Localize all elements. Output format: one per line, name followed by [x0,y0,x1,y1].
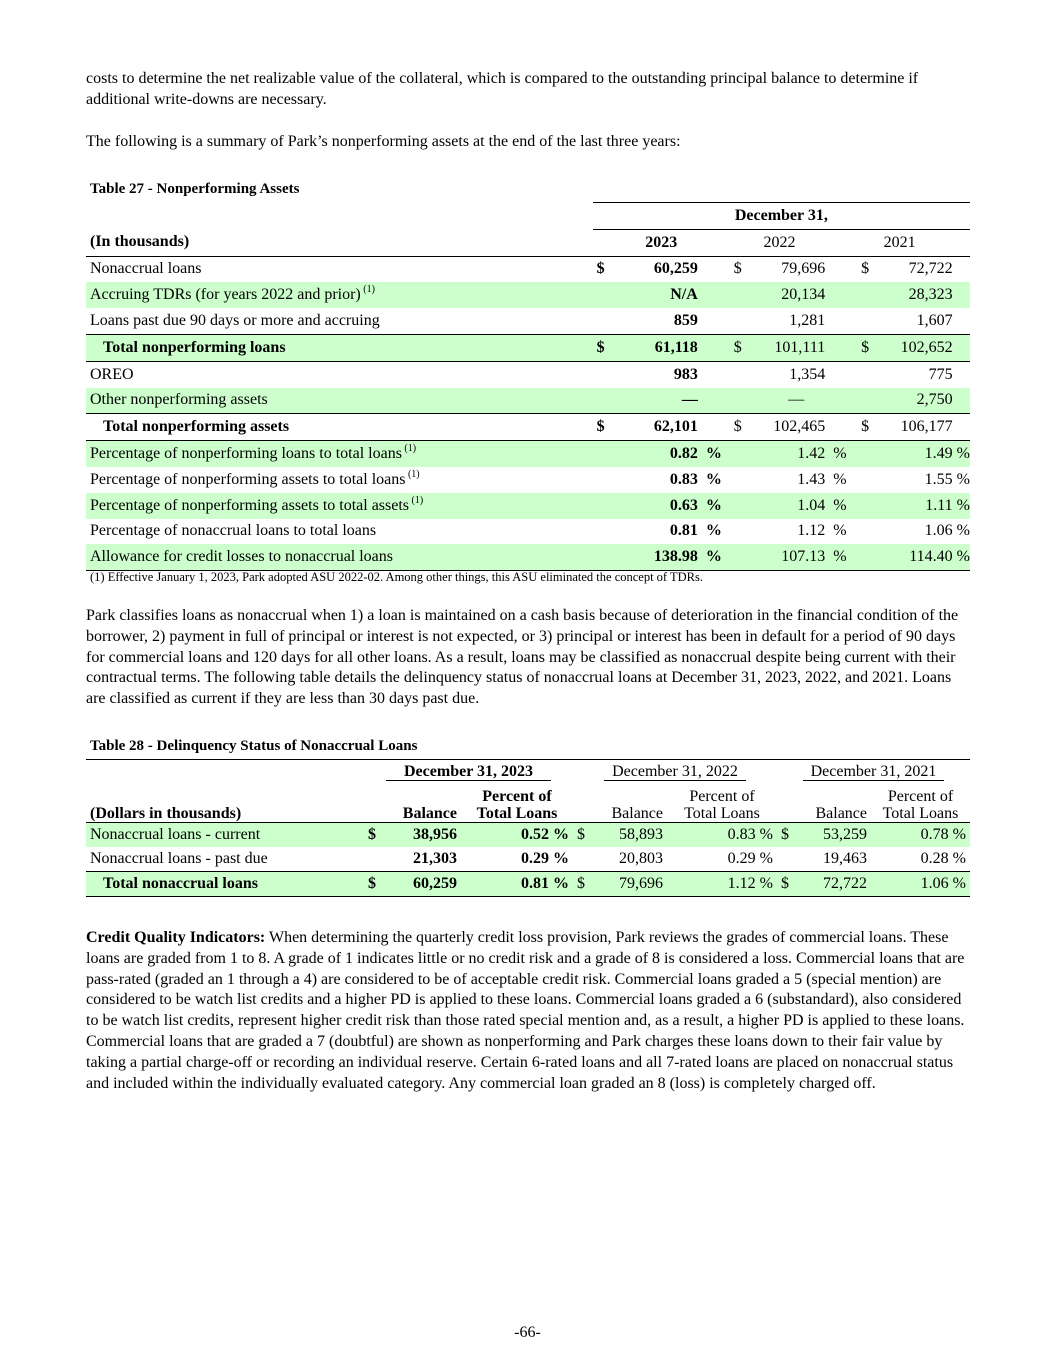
cell-2022: 1.42 [730,441,830,467]
pct-sign: % [956,522,970,540]
table-row [86,823,970,848]
percent-cell: 0.28 % [920,850,966,867]
period-header: December 31, [593,203,970,230]
table-row [86,847,970,872]
credit-quality-lead: Credit Quality Indicators: [86,929,266,946]
cell-2021: 1.55 [924,470,953,488]
table-row [86,519,970,545]
balance-cell: 21,303 [413,850,457,867]
cell-2023: 0.83 [669,470,698,488]
currency-sign: $ [777,872,799,897]
pct-sign: % [702,441,730,467]
table-row [86,544,970,570]
cell-2022: 1.04 [730,493,830,519]
pct-sign: % [829,544,857,570]
cell-2023: 60,259 [653,260,698,278]
row-label: Percentage of nonperforming assets to total assets $^{(1)}$ [86,493,593,519]
footnote-ref: (1) [360,284,375,296]
table27-nonperforming-assets [86,202,970,571]
table-row [86,308,970,334]
cell-2021: 102,652 [891,334,957,361]
currency-sign: $ [573,823,595,848]
col-pct-2022: Percent of Total Loans [667,784,777,823]
row-label: Allowance for credit losses to nonaccrual loans [86,544,593,570]
cell-2023: 0.63 [622,493,701,519]
currency-sign: $ [861,260,870,278]
period-2022: December 31, 2022 [604,763,746,781]
balance-cell: 38,956 [386,823,461,848]
percent-cell: 0.29 % [521,850,569,867]
table28-title: Table 28 - Delinquency Status of Nonaccrual Loans [90,738,418,754]
cell-2021: 775 [891,361,957,387]
cell-2022: 1,354 [763,361,829,387]
pct-sign: % [956,470,970,488]
pct-sign: % [702,493,730,519]
pct-sign: % [833,522,847,540]
table-row [86,361,970,387]
col-pct-2021: Percent of Total Loans [871,784,970,823]
cell-2023: 61,118 [622,334,701,361]
cell-2021: 2,750 [891,388,957,414]
percent-cell: 1.12 % [667,872,777,897]
percent-cell: 0.81 % [461,872,573,897]
balance-cell: 58,893 [595,823,667,848]
currency-sign: $ [857,414,891,441]
pct-sign: % [957,493,970,519]
balance-cell: 53,259 [799,823,871,848]
currency-sign: $ [593,334,623,361]
table-row [86,334,970,361]
table27-body [86,256,970,571]
cell-2022: 101,111 [763,334,829,361]
cell-2023: 983 [622,361,701,387]
percent-cell: 0.83 % [667,823,777,848]
footnote-ref: (1) [401,443,417,455]
cell-2021: 1.06 [924,522,953,540]
balance-cell: 79,696 [595,872,667,897]
footnote-ref: (1) [405,468,420,480]
pct-sign: % [702,544,730,570]
period-2023: December 31, 2023 [386,763,551,781]
table-row [86,388,970,414]
pct-sign: % [833,470,847,488]
nonaccrual-paragraph: Park classifies loans as nonaccrual when 1) a loan is maintained on a cash basis because of deterioration in the financial condition of the borrower, 2) payment in full of principal or interest is not expected, or 3) principal or interest has been in default for a period of 90 days for commercial loans and 120 days for all other loans. As a result, loans may be classified as nonaccrual despite being current with their contractual terms. The following table details the delinquency status of nonaccrual loans at December 31, 2023, 2022, and 2021. Loans are classified as current if they are less than 30 days past due. [86,607,959,708]
pct-sign: % [957,441,970,467]
percent-cell: 0.29 % [727,850,773,867]
percent-cell: 0.52 % [461,823,573,848]
table-row [86,493,970,519]
balance-cell: 20,803 [619,850,663,867]
balance-cell: 19,463 [823,850,867,867]
cell-2021: 106,177 [891,414,957,441]
table27-footnote: (1) Effective January 1, 2023, Park adopted ASU 2022-02. Among other things, this ASU eliminated the concept of TDRs. [90,570,703,584]
cell-2022: 1.12 [797,522,826,540]
pct-sign: % [829,441,857,467]
table-row [86,872,970,897]
table-row [86,256,970,282]
cell-2021: 1,607 [916,312,953,330]
balance-cell: 60,259 [386,872,461,897]
credit-quality-paragraph [86,928,970,1094]
period-2021: December 31, 2021 [803,763,945,781]
credit-quality-text: When determining the quarterly credit loss provision, Park reviews the grades of commercial loans. These loans are graded from 1 to 8. A grade of 1 indicates little or no credit risk and a grade of 8 is considered a loss. Commercial loans that are pass-rated (graded an 1 through a 4) are considered to be of acceptable credit risk. Commercial loans graded a 5 (special mention) are considered to be watch list credits and a higher PD is applied to these loans. Commercial loans graded a 6 (substandard), also considered to be watch list credits, represent higher credit risk than those rated special mention and, as a result, a higher PD is applied to these loans. Commercial loans that are graded a 7 (doubtful) are shown as nonperforming and Park charges these loans down to their fair value by taking a partial charge-off or recording an individual reserve. Certain 6-rated loans and all 7-rated loans are placed on nonaccrual status and included within the individually evaluated category. Any commercial loan graded an 8 (loss) is completely charged off. [86,929,965,1092]
pct-sign: % [957,544,970,570]
col-balance-2023: Balance [364,784,461,823]
cell-2023: — [622,388,701,414]
percent-cell: 0.78 % [871,823,970,848]
col-balance-2021: Balance [777,784,871,823]
cell-2022: — [763,388,829,414]
row-label: Other nonperforming assets [86,388,593,414]
pct-sign: % [829,493,857,519]
unit-label-28: (Dollars in thousands) [86,784,364,823]
page-number: -66- [514,1324,541,1341]
row-label: Total nonaccrual loans [86,872,364,897]
percent-cell: 1.06 % [871,872,970,897]
pct-sign: % [705,470,722,488]
cell-2021: 1.49 [857,441,957,467]
row-label: Percentage of nonperforming loans to total loans $^{(1)}$ [86,441,593,467]
currency-sign: $ [777,823,799,848]
table27-title: Table 27 - Nonperforming Assets [90,181,300,197]
summary-paragraph: The following is a summary of Park’s nonperforming assets at the end of the last three years: [86,133,681,150]
cell-2022: 102,465 [763,414,829,441]
currency-sign: $ [364,872,386,897]
unit-label: (In thousands) [86,229,593,256]
row-label: Percentage of nonaccrual loans to total loans [90,522,377,540]
cell-2023: 0.82 [622,441,701,467]
currency-sign: $ [730,414,764,441]
cell-2023: 0.81 [669,522,698,540]
cell-2021: 72,722 [908,260,953,278]
col-pct-2023: Percent of Total Loans [461,784,573,823]
table-row [86,414,970,441]
currency-sign: $ [573,872,595,897]
cell-2023: 859 [673,312,698,330]
cell-2023: N/A [622,282,701,308]
cell-2023: 62,101 [622,414,701,441]
cell-2022: 79,696 [781,260,826,278]
cell-2022: 1,281 [789,312,826,330]
table-row [86,282,970,308]
row-label: Nonaccrual loans - past due [90,850,268,867]
row-label: Nonaccrual loans [90,260,202,278]
year-2021: 2021 [829,229,970,256]
row-label: Percentage of nonperforming assets to total loans $^{(1)}$ [90,468,420,488]
cell-2023: 138.98 [622,544,701,570]
cell-2022: 20,134 [763,282,829,308]
year-2023: 2023 [593,229,730,256]
row-label: Loans past due 90 days or more and accruing [90,312,380,330]
currency-sign: $ [596,260,605,278]
cell-2021: 114.40 [857,544,957,570]
cell-2022: 1.43 [797,470,826,488]
table-row [86,467,970,493]
cell-2021: 1.11 [857,493,957,519]
currency-sign: $ [730,334,764,361]
currency-sign: $ [593,414,623,441]
row-label: Accruing TDRs (for years 2022 and prior) $^{(1)}$ [86,282,593,308]
pct-sign: % [705,522,722,540]
col-balance-2022: Balance [573,784,667,823]
currency-sign: $ [733,260,742,278]
intro-paragraph: costs to determine the net realizable value of the collateral, which is compared to the outstanding principal balance to determine if additional write-downs are necessary. [86,70,919,108]
currency-sign: $ [364,823,386,848]
row-label: Total nonperforming loans [86,334,593,361]
row-label: OREO [86,361,593,387]
table-row [86,441,970,467]
row-label: Nonaccrual loans - current [86,823,364,848]
year-2022: 2022 [730,229,830,256]
balance-cell: 72,722 [799,872,871,897]
currency-sign: $ [857,334,891,361]
row-label: Total nonperforming assets [86,414,593,441]
table28-delinquency-status [86,759,970,897]
table28-body [86,823,970,897]
cell-2022: 107.13 [730,544,830,570]
footnote-ref: (1) [409,494,424,506]
cell-2021: 28,323 [891,282,957,308]
